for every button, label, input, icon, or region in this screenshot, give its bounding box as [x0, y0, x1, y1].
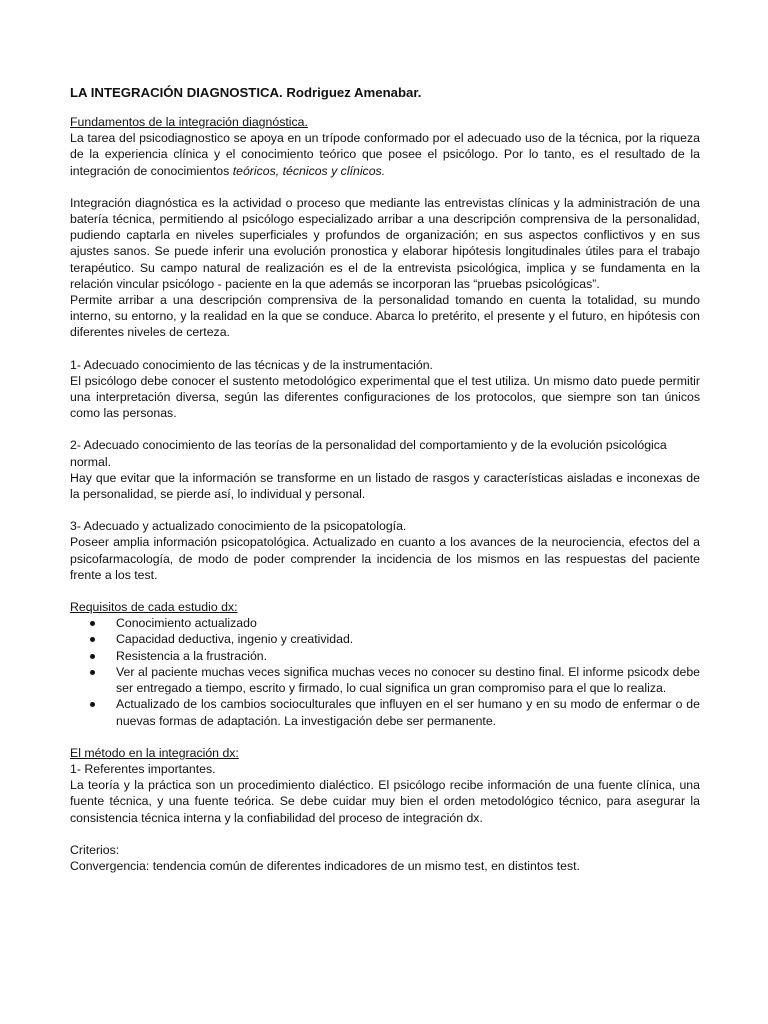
list-item — [70, 615, 700, 631]
metodo-subheading: 1- Referentes importantes. — [70, 761, 216, 776]
bullet-icon — [90, 621, 95, 626]
document-body — [70, 84, 700, 874]
section-heading-fundamentos: Fundamentos de la integración diagnóstica. — [70, 115, 308, 129]
bullet-icon — [90, 702, 95, 707]
item-1-body: El psicólogo debe conocer el sustento metodológico experimental que el test utiliza. Un mismo dato puede permitir una interpretación diversa, según las diferentes configuraciones de los protocolos, que siempre son tan únicos como las personas. — [70, 373, 700, 421]
list-item-text: Ver al paciente muchas veces significa muchas veces no conocer su destino final. El informe psicodx debe ser entregado a tiempo, escrito y firmado, lo cual significa un gran compromiso para el que lo realiza. — [116, 664, 700, 696]
metodo-body: La teoría y la práctica son un procedimiento dialéctico. El psicólogo recibe información de una fuente clínica, una fuente técnica, y una fuente teórica. Se debe cuidar muy bien el orden metodológico técnico, para asegurar la consistencia técnica interna y la confiabilidad del proceso de integración dx. — [70, 778, 700, 825]
bullet-icon — [90, 654, 95, 659]
list-item — [70, 648, 700, 664]
item-3-heading: 3- Adecuado y actualizado conocimiento de la psicopatología. — [70, 519, 407, 534]
bullet-icon — [90, 637, 95, 642]
bullet-icon — [90, 670, 95, 675]
requisitos-list — [70, 615, 700, 728]
item-3-body: Poseer amplia información psicopatológica. Actualizado en cuanto a los avances de la neurociencia, efectos del a psicofarmacología, de modo de poder comprender la incidencia de los mismos en las respuestas del paciente frente a los test. — [70, 535, 700, 582]
item-2-heading: 2- Adecuado conocimiento de las teorías de la personalidad del comportamiento y de la evolución psicológica normal. — [70, 438, 667, 469]
item-1-heading: 1- Adecuado conocimiento de las técnicas y de la instrumentación. — [70, 357, 433, 372]
criterios-heading: Criterios: — [70, 842, 120, 857]
list-item-text: Conocimiento actualizado — [116, 616, 257, 631]
list-item-text: Resistencia a la frustración. — [116, 648, 268, 663]
paragraph-text: La tarea del psicodiagnostico se apoya en un trípode conformado por el adecuado uso de la técnica, por la riqueza de la experiencia clínica y el conocimiento teórico que posee el psicólogo. Por lo tanto, es el resultado de la integración de conocimientos — [70, 131, 700, 178]
section-heading-requisitos: Requisitos de cada estudio dx: — [70, 600, 238, 615]
paragraph-fundamentos-3: Permite arribar a una descripción comprensiva de la personalidad tomando en cuenta la totalidad, su mundo interno, su entorno, y la realidad en la que se conduce. Abarca lo pretérito, el presente y el futuro, en hipótesis con diferentes niveles de certeza. — [70, 293, 700, 340]
italic-phrase: teóricos, técnicos y clínicos. — [232, 163, 386, 178]
list-item — [70, 664, 700, 696]
document-title: LA INTEGRACIÓN DIAGNOSTICA. Rodriguez Amenabar. — [70, 85, 422, 100]
section-heading-metodo: El método en la integración dx: — [70, 745, 239, 760]
list-item — [70, 631, 700, 647]
list-item-text: Actualizado de los cambios socioculturales que influyen en el ser humano y en su modo de enfermar o de nuevas formas de adaptación. La investigación debe ser permanente. — [116, 697, 700, 728]
paragraph-fundamentos-1 — [70, 130, 700, 179]
criterios-convergencia: Convergencia: tendencia común de diferentes indicadores de un mismo test, en distintos test. — [70, 858, 580, 873]
paragraph-fundamentos-2: Integración diagnóstica es la actividad o proceso que mediante las entrevistas clínicas y la administración de una batería técnica, permitiendo al psicólogo especializado arribar a una descripción comprensiva de la personalidad, pudiendo captarla en niveles superficiales y profundos de organización; en sus aspectos conflictivos y en sus ajustes sanos. Se puede inferir una evolución pronostica y elaborar hipótesis longitudinales útiles para el trabajo terapéutico. Su campo natural de realización es el de la entrevista psicológica, implica y se fundamenta en la relación vincular psicólogo - paciente en la que además se incorporan las “pruebas psicológicas”. — [70, 195, 700, 291]
list-item-text: Capacidad deductiva, ingenio y creatividad. — [116, 632, 354, 647]
list-item — [70, 696, 700, 728]
item-2-body: Hay que evitar que la información se transforme en un listado de rasgos y características aisladas e inconexas de la personalidad, se pierde así, lo individual y personal. — [70, 470, 700, 502]
